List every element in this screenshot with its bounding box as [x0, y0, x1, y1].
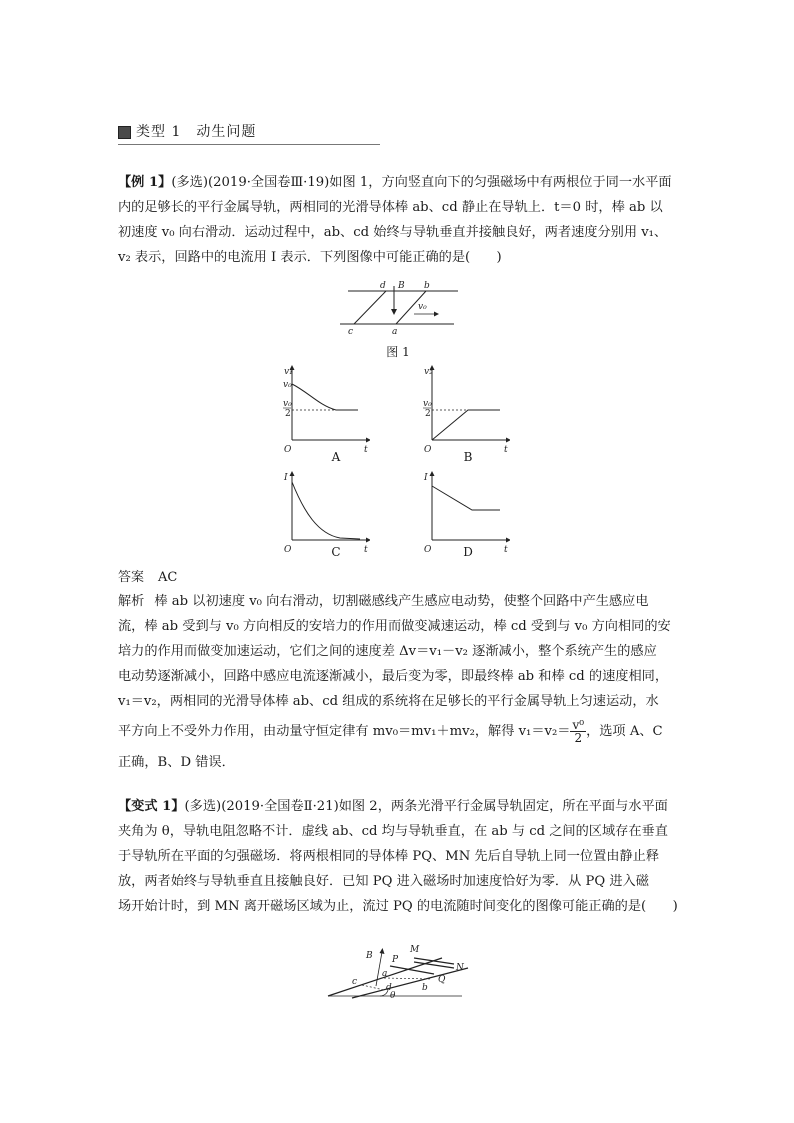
label-c: c: [348, 327, 354, 337]
label-d: d: [380, 281, 386, 291]
graph-C-xlabel: t: [364, 545, 368, 555]
question-line-1: 【例 1】(多选)(2019·全国卷Ⅲ·19)如图 1，方向竖直向下的匀强磁场中有两根位于同一水平面: [118, 175, 672, 190]
variant-1-question: [118, 794, 678, 919]
figure-1-caption: 图 1: [386, 345, 410, 359]
answer-line: [118, 566, 191, 585]
fraction-v0-over-2: $\frac{\text{v⁰}}{2}$: [572, 718, 585, 745]
variant-line-1: 【变式 1】(多选)(2019·全国卷Ⅱ·21)如图 2，两条光滑平行金属导轨固定，所在平面与水平面: [118, 799, 668, 814]
example-tag: 【例 1】: [118, 175, 172, 190]
answer-label: 答案: [118, 570, 145, 585]
graph-A-mid-tick-num: v₀: [283, 399, 292, 409]
analysis-line-7: 正确，B、D 错误．: [118, 755, 235, 770]
label-v0: v₀: [418, 302, 427, 312]
question-line-4: v₂ 表示，回路中的电流用 I 表示．下列图像中可能正确的是( ): [118, 250, 502, 265]
analysis-line-1: 解析 棒 ab 以初速度 v₀ 向右滑动，切割磁感线产生感应电动势，使整个回路中产生感应电: [118, 594, 649, 609]
section-square-icon: [118, 126, 131, 139]
rail-right: [352, 968, 468, 998]
analysis-label: 解析: [118, 594, 145, 609]
fig2-label-c: c: [352, 977, 358, 987]
answer-value: AC: [158, 570, 178, 585]
graph-B-caption: B: [463, 450, 473, 464]
graph-B-mid-tick-num: v₀: [423, 399, 432, 409]
section-heading: [118, 120, 380, 145]
graph-D-origin: O: [424, 545, 432, 555]
variant-line-5: 场开始计时，到 MN 离开磁场区域为止，流过 PQ 的电流随时间变化的图像可能正确的是( ): [118, 899, 678, 914]
graph-B-ylabel: v₂: [424, 367, 433, 377]
graph-B-mid-tick-den: 2: [425, 409, 431, 419]
analysis-line-2: 流，棒 ab 受到与 v₀ 方向相反的安培力的作用而做变减速运动，棒 cd 受到与 v₀ 方向相同的安: [118, 619, 671, 634]
graph-C-curve: [292, 482, 360, 539]
question-line-3: 初速度 v₀ 向右滑动．运动过程中，ab、cd 始终与导轨垂直并接触良好，两者速度分别用 v₁、: [118, 225, 668, 240]
variant-line-4: 放，两者始终与导轨垂直且接触良好．已知 PQ 进入磁场时加速度恰好为零．从 PQ 进入磁: [118, 874, 649, 889]
graph-A-curve: [292, 384, 358, 410]
fig2-label-theta: θ: [390, 991, 396, 1001]
graph-C-caption: C: [331, 545, 341, 559]
graph-B-origin: O: [424, 445, 432, 455]
graph-B-curve: [432, 410, 500, 440]
fig2-label-P: P: [392, 955, 399, 965]
graph-A-mid-tick-den: 2: [285, 409, 291, 419]
dashed-line-cd: [362, 985, 384, 990]
graph-C-origin: O: [284, 545, 292, 555]
fig2-label-M: M: [410, 945, 420, 955]
dashed-line-ab: [384, 978, 432, 979]
graph-D-caption: D: [463, 545, 473, 559]
variant-tag: 【变式 1】: [118, 799, 185, 814]
example-1-question: [118, 170, 678, 270]
graph-D-curve: [432, 486, 500, 510]
field-arrow-head: [391, 309, 397, 315]
analysis-line-4: 电动势逐渐减小，回路中感应电流逐渐减小，最后变为零，即最终棒 ab 和棒 cd 的速度相同，: [118, 669, 669, 684]
graph-A-ylabel: v₁: [284, 367, 293, 377]
fig2-label-b: b: [422, 983, 428, 993]
fig2-label-B: B: [366, 951, 373, 961]
graph-B: [420, 362, 510, 462]
graph-C-ylabel: I: [284, 473, 288, 483]
section-title: 类型 1 动生问题: [136, 124, 257, 140]
graph-D-xlabel: t: [504, 545, 508, 555]
fig2-label-Q: Q: [438, 975, 446, 985]
fig2-label-N: N: [456, 963, 464, 973]
graph-A-xlabel: t: [364, 445, 368, 455]
fig2-label-a: a: [382, 969, 388, 979]
figure-2-diagram: [322, 938, 472, 1002]
analysis-block: [118, 589, 678, 775]
variant-line-2: 夹角为 θ，导轨电阻忽略不计．虚线 ab、cd 均与导轨垂直，在 ab 与 cd 之间的区域存在垂直: [118, 824, 668, 839]
velocity-arrow-head: [434, 312, 439, 317]
question-line-2: 内的足够长的平行金属导轨，两相同的光滑导体棒 ab、cd 静止在导轨上．t＝0 时，棒 ab 以: [118, 200, 663, 215]
graph-B-xlabel: t: [504, 445, 508, 455]
graph-D-ylabel: I: [424, 473, 428, 483]
graph-A-top-tick: v₀: [283, 380, 292, 390]
graph-A-caption: A: [331, 450, 341, 464]
analysis-line-3: 培力的作用而做变加速运动，它们之间的速度差 Δv＝v₁－v₂ 逐渐减小，整个系统产生的感应: [118, 644, 657, 659]
label-a: a: [392, 327, 398, 337]
rod-cd: [354, 291, 386, 324]
figure-1-diagram: [330, 276, 470, 338]
fig2-label-d: d: [386, 983, 392, 993]
variant-line-3: 于导轨所在平面的匀强磁场．将两根相同的导体棒 PQ、MN 先后自导轨上同一位置由静止释: [118, 849, 660, 864]
graph-A-origin: O: [284, 445, 292, 455]
label-b: b: [424, 281, 430, 291]
label-B: B: [398, 281, 405, 291]
graph-A: [280, 362, 370, 462]
analysis-line-5: v₁＝v₂，两相同的光滑导体棒 ab、cd 组成的系统将在足够长的平行金属导轨上匀速运动，水: [118, 694, 659, 709]
analysis-line-6: 平方向上不受外力作用，由动量守恒定律有 mv₀＝mv₁＋mv₂，解得 v₁＝v₂＝ $\frac{\text{v⁰}}{2}$ ，选项 A、C: [118, 718, 663, 745]
